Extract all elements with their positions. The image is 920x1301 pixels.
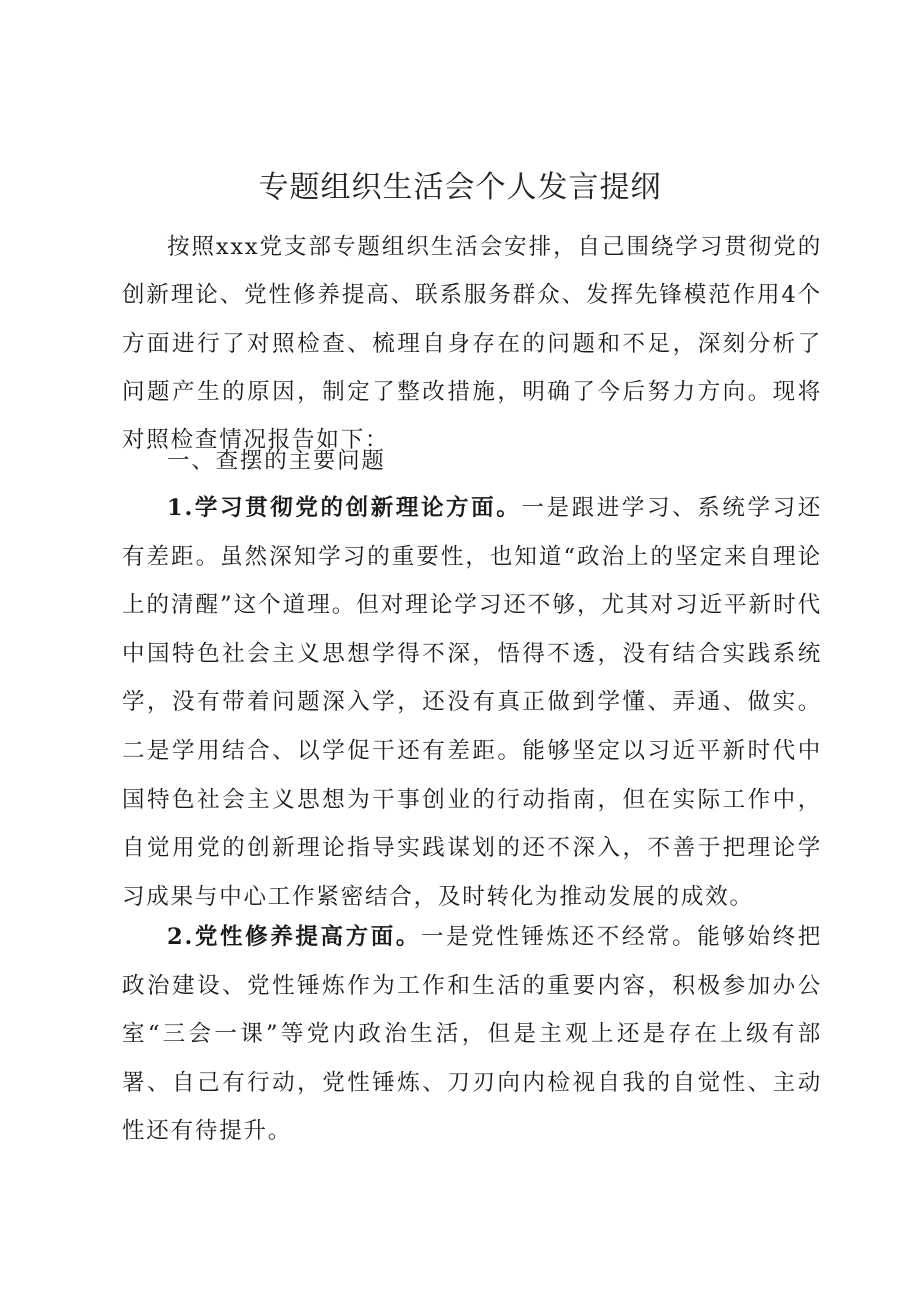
section-2-body: 一是党性锤炼还不经常。能够始终把政治建设、党性锤炼作为工作和生活的重要内容，积极参加办公室“三会一课”等党内政治生活，但是主观上还是存在上级有部署、自己有行动，党性锤炼、刀刃向内检视自我的自觉性、主动性还有待提升。 (122, 924, 822, 1145)
section-1-body: 一是跟进学习、系统学习还有差距。虽然深知学习的重要性，也知道“政治上的坚定来自理论上的清醒”这个道理。但对理论学习还不够，尤其对习近平新时代中国特色社会主义思想学得不深，悟得不透，没有结合实践系统学，没有带着问题深入学，还没有真正做到学懂、弄通、做实。二是学用结合、以学促干还有差距。能够坚定以习近平新时代中国特色社会主义思想为干事创业的行动指南，但在实际工作中，自觉用党的创新理论指导实践谋划的还不深入，不善于把理论学习成果与中心工作紧密结合，及时转化为推动发展的成效。 (122, 495, 822, 910)
intro-paragraph: 按照xxx党支部专题组织生活会安排，自己围绕学习贯彻党的创新理论、党性修养提高、联系服务群众、发挥先锋模范作用4个方面进行了对照检查、梳理自身存在的问题和不足，深刻分析了问题产生的原因，制定了整改措施，明确了今后努力方向。现将对照检查情况报告如下： (122, 234, 822, 454)
section-heading: 一、查摆的主要问题 (167, 448, 386, 474)
section-2-lead: 2.党性修养提高方面。 (167, 924, 421, 950)
section-1-paragraph (122, 484, 822, 921)
section-1-lead: 1.学习贯彻党的创新理论方面。 (167, 495, 522, 521)
section-2-paragraph (122, 913, 822, 1156)
document-title: 专题组织生活会个人发言提纲 (258, 170, 662, 205)
